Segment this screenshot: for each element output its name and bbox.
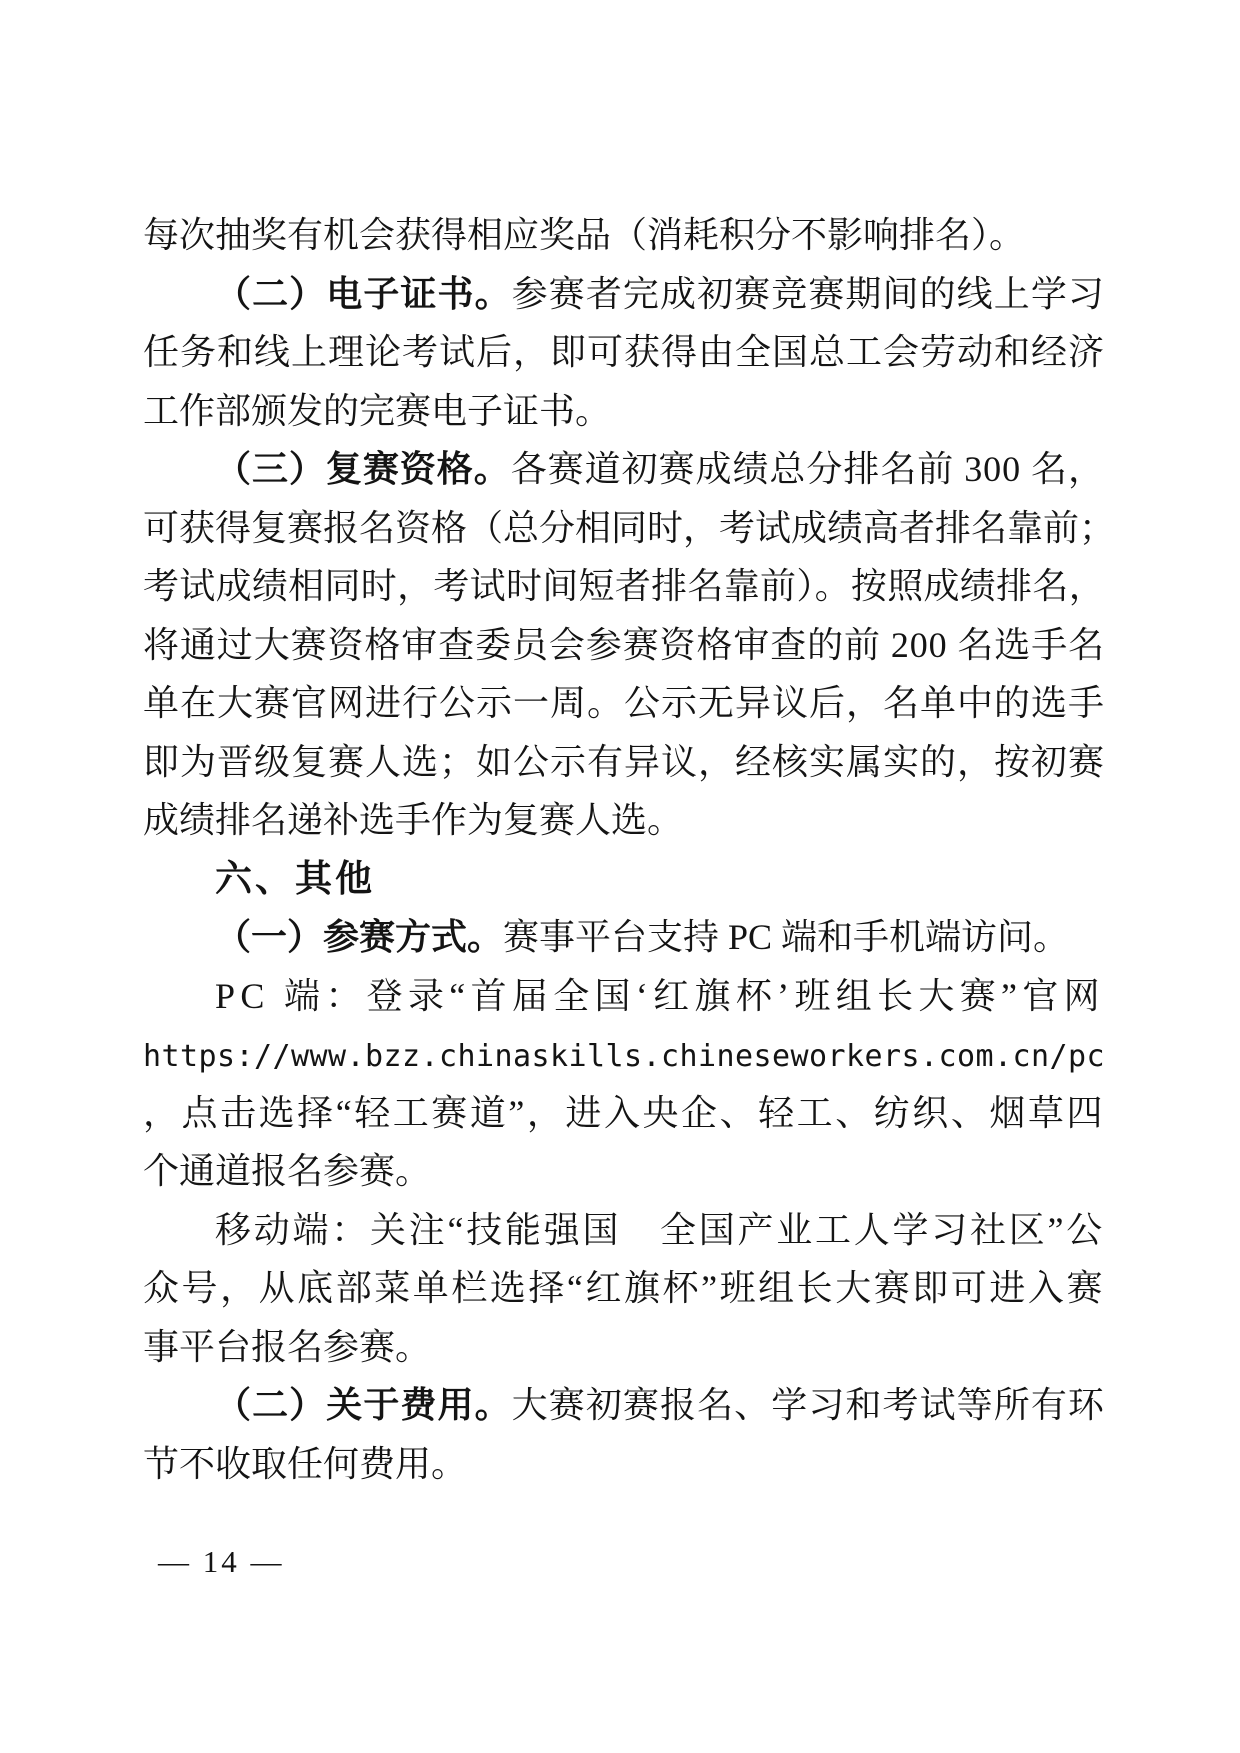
text-line — [143, 908, 1105, 967]
body-text: 移动端：关注“技能强国 全国产业工人学习社区”公 — [215, 1209, 1105, 1250]
text-line — [143, 616, 1105, 675]
text-line-content — [215, 967, 1105, 1026]
text-line-content — [143, 557, 1105, 616]
text-line-content — [143, 1142, 431, 1201]
body-text: 赛事平台支持 PC 端和手机端访问。 — [503, 917, 1070, 957]
text-line — [143, 265, 1105, 324]
text-line-content — [143, 1028, 1105, 1087]
section-heading — [143, 850, 1105, 909]
text-line-content — [215, 1201, 1105, 1260]
text-line-content — [215, 850, 375, 909]
body-text: 事平台报名参赛。 — [143, 1326, 432, 1367]
text-line — [143, 1201, 1105, 1260]
text-line-content — [143, 499, 1115, 558]
text-line — [143, 1142, 1105, 1201]
body-text: 任务和线上理论考试后，即可获得由全国总工会劳动和经济 — [143, 332, 1105, 372]
text-line — [143, 1435, 1105, 1494]
bold-lead-text: （二）电子证书。 — [215, 273, 512, 314]
text-line — [143, 499, 1116, 558]
text-line-content — [143, 674, 1105, 733]
body-text: 将通过大赛资格审查委员会参赛资格审查的前 200 名选手名 — [143, 624, 1105, 665]
url-text-line — [143, 1025, 1105, 1084]
text-line-content — [143, 1084, 1105, 1143]
body-text: 单在大赛官网进行公示一周。公示无异议后，名单中的选手 — [143, 683, 1105, 723]
text-line-content — [143, 1318, 431, 1377]
text-line — [143, 733, 1105, 792]
document-page-body — [143, 206, 1116, 1493]
body-text: 大赛初赛报名、学习和考试等所有环 — [511, 1385, 1105, 1425]
text-line — [143, 1318, 1105, 1377]
body-text: 参赛者完成初赛竞赛期间的线上学习 — [511, 273, 1105, 314]
body-text: 节不收取任何费用。 — [143, 1443, 468, 1484]
body-text: 每次抽奖有机会获得相应奖品（消耗积分不影响排名）。 — [143, 215, 1026, 255]
body-text: https://www.bzz.chinaskills.chineseworkers.com.cn/pc — [143, 1039, 1105, 1074]
body-text: 众号，从底部菜单栏选择“红旗杯”班组长大赛即可进入赛 — [143, 1268, 1105, 1308]
text-line-content — [143, 323, 1105, 382]
bold-lead-text: （三）复赛资格。 — [215, 449, 511, 489]
text-line-content — [143, 616, 1105, 675]
text-line — [143, 557, 1105, 616]
text-line-content — [215, 1376, 1105, 1435]
text-line — [143, 1259, 1105, 1318]
text-line-content — [215, 265, 1105, 324]
text-line — [143, 206, 1105, 265]
text-line — [143, 323, 1105, 382]
text-line-content — [143, 1435, 467, 1494]
text-line — [143, 791, 1105, 850]
bold-lead-text: 六、其他 — [215, 857, 375, 899]
body-text: 即为晋级复赛人选；如公示有异议，经核实属实的，按初赛 — [143, 741, 1105, 782]
body-text: 可获得复赛报名资格（总分相同时，考试成绩高者排名靠前； — [143, 507, 1116, 548]
body-text: 成绩排名递补选手作为复赛人选。 — [143, 800, 684, 840]
text-line-content — [143, 382, 611, 441]
text-line — [143, 967, 1105, 1026]
body-text: 个通道报名参赛。 — [143, 1151, 432, 1191]
text-line-content — [215, 440, 1105, 499]
text-line-content — [143, 791, 683, 850]
page-number: — 14 — — [158, 1544, 285, 1579]
text-line — [143, 440, 1105, 499]
text-line-content — [215, 908, 1069, 967]
text-line-content — [143, 1259, 1105, 1318]
text-line — [143, 1084, 1105, 1143]
body-text: PC 端：登录“首届全国‘红旗杯’班组长大赛”官网 — [215, 975, 1105, 1016]
bold-lead-text: （一）参赛方式。 — [215, 917, 504, 957]
body-text: 工作部颁发的完赛电子证书。 — [143, 390, 612, 431]
body-text: 各赛道初赛成绩总分排名前 300 名， — [510, 449, 1105, 489]
body-text: ，点击选择“轻工赛道”，进入央企、轻工、纺织、烟草四 — [143, 1092, 1105, 1133]
text-line — [143, 674, 1105, 733]
text-line-content — [143, 206, 1025, 265]
text-line — [143, 1376, 1105, 1435]
body-text: 考试成绩相同时，考试时间短者排名靠前）。按照成绩排名， — [143, 566, 1105, 606]
text-line — [143, 382, 1105, 441]
bold-lead-text: （二）关于费用。 — [215, 1385, 512, 1425]
text-line-content — [143, 733, 1105, 792]
